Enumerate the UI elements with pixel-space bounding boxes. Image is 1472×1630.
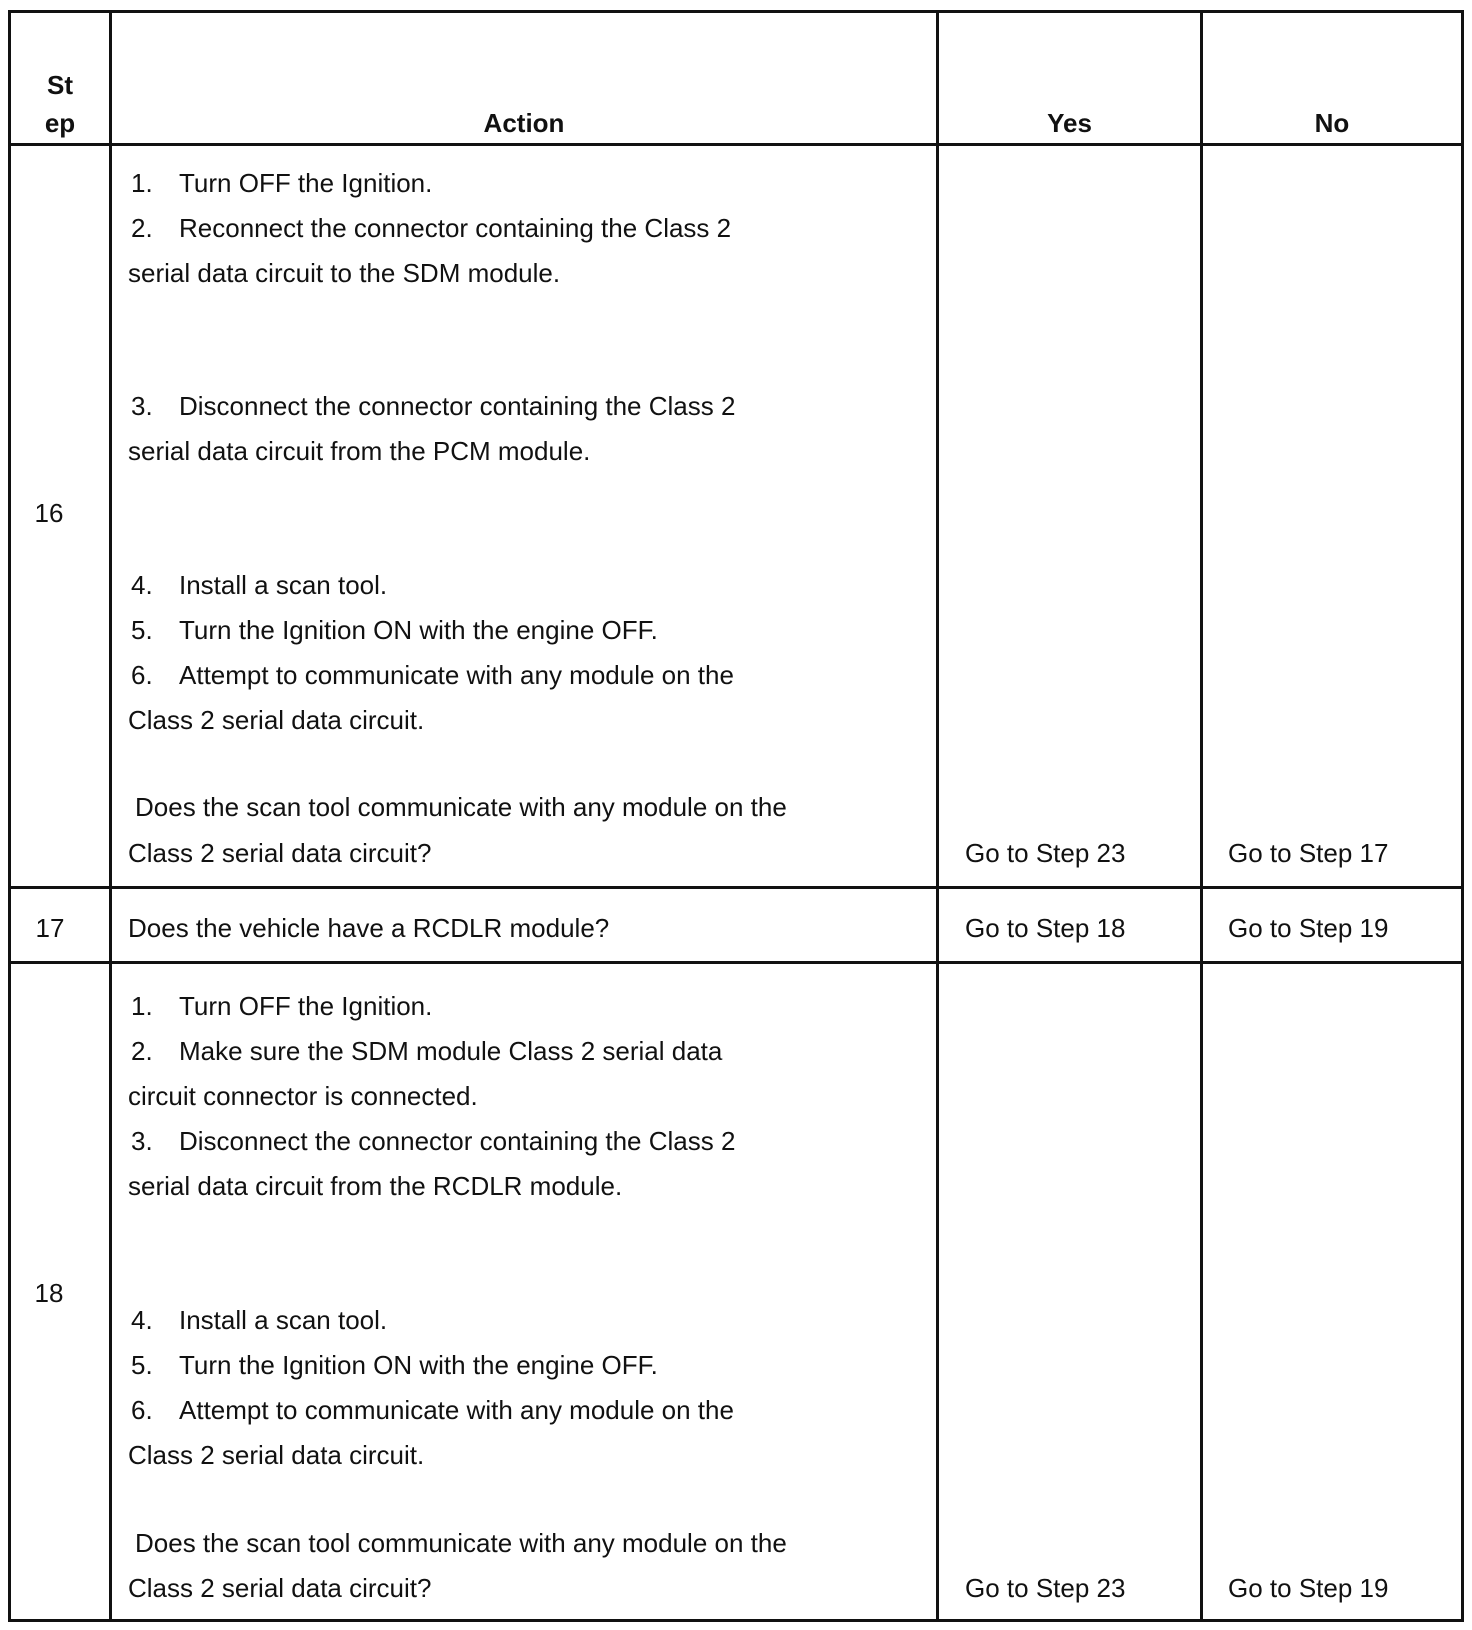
list-item: 5. Turn the Ignition ON with the engine OFF. <box>131 1350 658 1380</box>
list-item-continuation: circuit connector is connected. <box>128 1081 478 1111</box>
question-text: Does the scan tool communicate with any module on the <box>135 1528 787 1558</box>
no-result: Go to Step 19 <box>1228 913 1389 943</box>
header-step-line1: St <box>47 70 73 100</box>
no-result: Go to Step 19 <box>1228 1573 1389 1603</box>
question-text: Does the scan tool communicate with any module on the <box>135 792 787 822</box>
list-item-continuation: Class 2 serial data circuit. <box>128 1440 425 1470</box>
header-action: Action <box>483 108 565 138</box>
column-divider-no <box>1200 10 1203 1622</box>
list-item-continuation: serial data circuit from the RCDLR module. <box>128 1171 623 1201</box>
question-text: Class 2 serial data circuit? <box>128 1573 432 1603</box>
list-item: 4. Install a scan tool. <box>131 570 388 600</box>
list-item: 1. Turn OFF the Ignition. <box>131 168 433 198</box>
question-text: Class 2 serial data circuit? <box>128 838 432 868</box>
list-item: 3. Disconnect the connector containing the Class 2 <box>131 391 736 421</box>
table-border-left <box>8 10 11 1622</box>
list-item-continuation: serial data circuit from the PCM module. <box>128 436 591 466</box>
header-step <box>11 66 109 142</box>
list-item-continuation: Class 2 serial data circuit. <box>128 705 425 735</box>
table-border-bottom <box>8 1619 1464 1622</box>
list-item: 3. Disconnect the connector containing the Class 2 <box>131 1126 736 1156</box>
yes-result: Go to Step 23 <box>965 1573 1126 1603</box>
list-item-continuation: serial data circuit to the SDM module. <box>128 258 561 288</box>
column-divider-action <box>109 10 112 1622</box>
no-result: Go to Step 17 <box>1228 838 1389 868</box>
table-border-top <box>8 10 1464 13</box>
row-divider-17-18 <box>8 961 1464 964</box>
step-number: 16 <box>34 498 64 528</box>
list-item: 6. Attempt to communicate with any module on the <box>131 660 734 690</box>
list-item: 1. Turn OFF the Ignition. <box>131 991 433 1021</box>
step-number: 17 <box>35 913 65 943</box>
yes-result: Go to Step 18 <box>965 913 1126 943</box>
header-no: No <box>1314 108 1350 138</box>
yes-result: Go to Step 23 <box>965 838 1126 868</box>
step-number: 18 <box>34 1278 64 1308</box>
column-divider-yes <box>936 10 939 1622</box>
diagnostic-table <box>8 10 1464 1630</box>
list-item: 4. Install a scan tool. <box>131 1305 388 1335</box>
list-item: 2. Make sure the SDM module Class 2 serial data <box>131 1036 723 1066</box>
header-step-line2: ep <box>44 108 76 138</box>
question-text: Does the vehicle have a RCDLR module? <box>128 913 610 943</box>
table-border-right <box>1461 10 1464 1622</box>
row-divider-16-17 <box>8 886 1464 889</box>
list-item: 5. Turn the Ignition ON with the engine OFF. <box>131 615 658 645</box>
header-divider <box>8 143 1464 146</box>
list-item: 2. Reconnect the connector containing the Class 2 <box>131 213 732 243</box>
list-item: 6. Attempt to communicate with any module on the <box>131 1395 734 1425</box>
header-yes: Yes <box>1047 108 1092 138</box>
